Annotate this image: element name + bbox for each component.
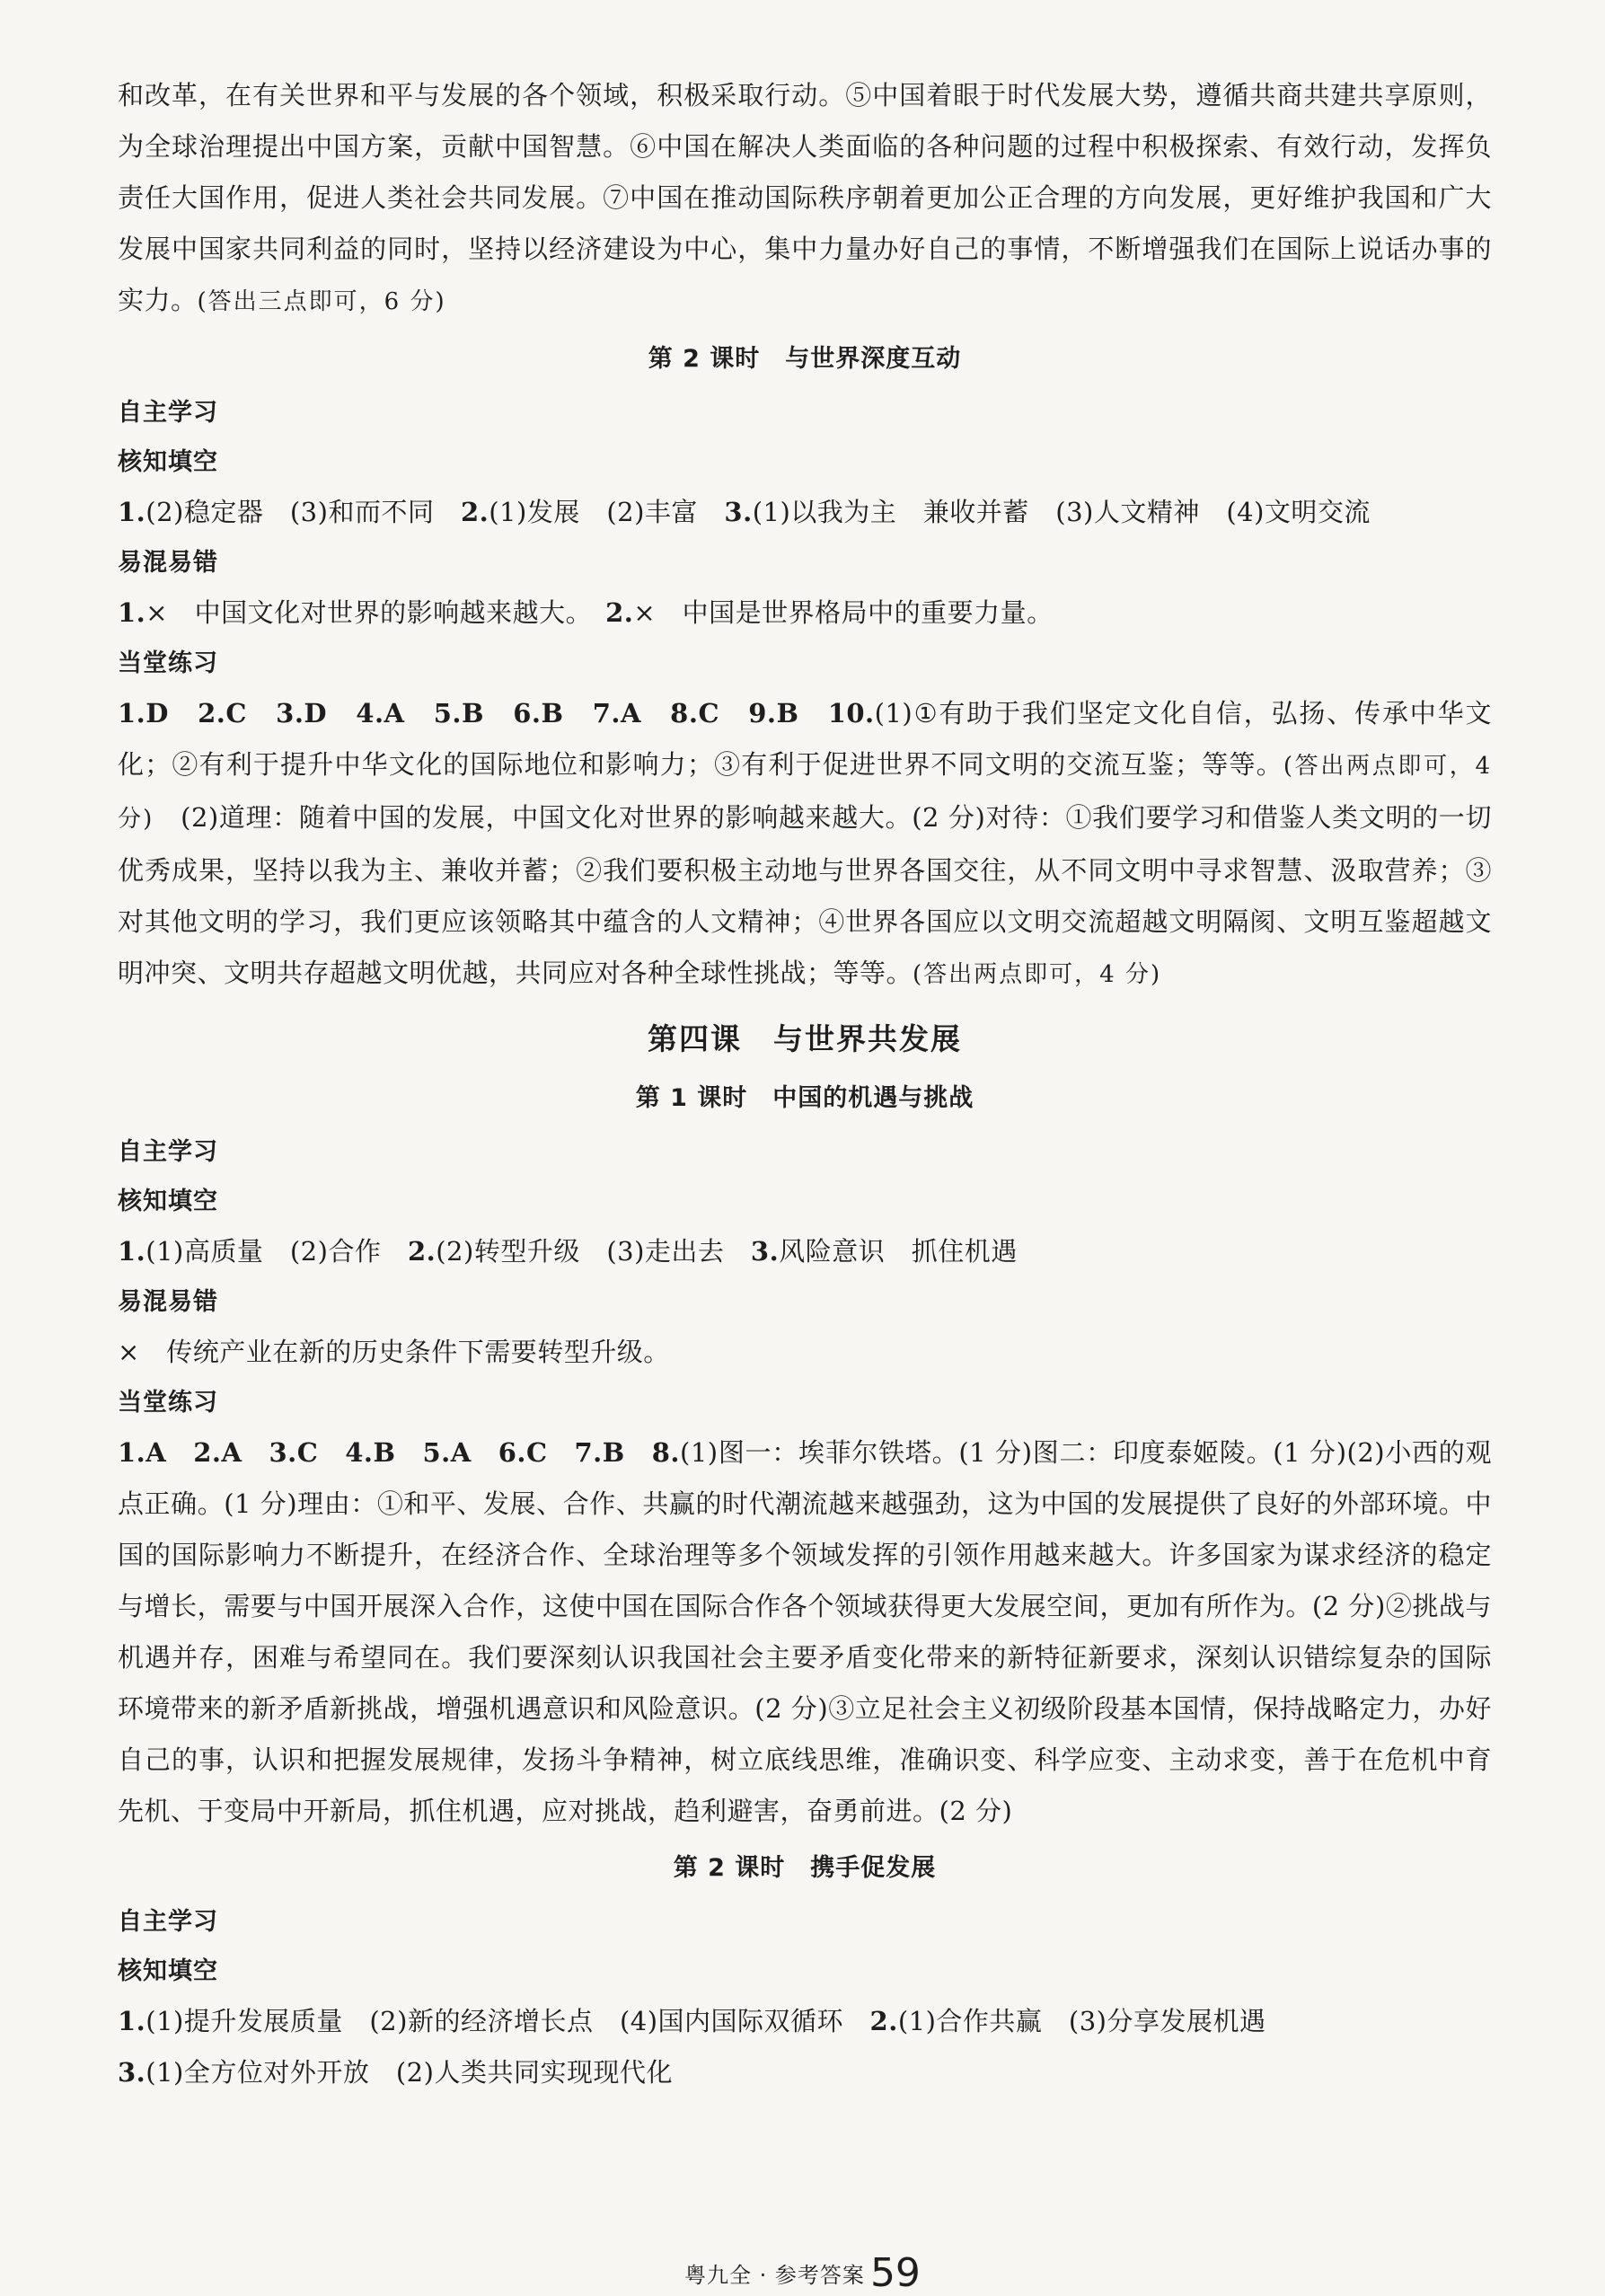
unit-title: 第四课 与世界共发展 [648,1021,962,1056]
section-heading-self-study: 自主学习 [118,1908,218,1936]
section-heading-practice: 当堂练习 [118,1389,218,1417]
footer-label: 粤九全 · 参考答案 [684,2263,865,2288]
continued-answer [118,70,1492,328]
section-heading-self-study: 自主学习 [118,1138,218,1166]
section-heading-self-study: 自主学习 [118,399,218,427]
section-heading-practice: 当堂练习 [118,649,218,677]
score-note: (答出三点即可，6 分) [197,288,446,315]
multiple-choice-answers: 1.D 2.C 3.D 4.A 5.B 6.B 7.A 8.C 9.B [118,698,828,729]
fill-blank-answers: 1.(1)提升发展质量 (2)新的经济增长点 (4)国内国际双循环 2.(1)合作共赢 (3)分享发展机遇 [118,2006,1266,2036]
fill-blank-answers: 1.(1)高质量 (2)合作 2.(2)转型升级 (3)走出去 3.风险意识 抓住机遇 [118,1236,1018,1267]
common-errors-answers: 1.× 中国文化对世界的影响越来越大。 2.× 中国是世界格局中的重要力量。 [118,597,1054,628]
section-heading-common-errors: 易混易错 [118,1288,218,1316]
practice-answers: 1.D 2.C 3.D 4.A 5.B 6.B 7.A 8.C 9.B 10.(1)①有助于我们坚定文化自信，弘扬、传承中华文化；②有利于提升中华文化的国际地位和影响力；③有利于促进世界不同文明的交流互鉴；等等。(答出两点即可，4 分) (2)道理：随着中国的发展，中国文化对世界的影响越来越大。(2 分)对待：①我们要学习和借鉴人类文明的一切优秀成果，坚持以我为主、兼收并蓄；②我们要积极主动地与世界各国交往，从不同文明中寻求智慧、汲取营养；③对其他文明的学习，我们更应该领略其中蕴含的人文精神；④世界各国应以文明交流超越文明隔阂、文明互鉴超越文明冲突、文明共存超越文明优越，共同应对各种全球性挑战；等等。(答出两点即可，4 分) [118,698,1493,988]
multiple-choice-answers: 1.A 2.A 3.C 4.B 5.A 6.C 7.B [118,1437,652,1468]
lesson-title: 第 1 课时 中国的机遇与挑战 [635,1084,974,1112]
section-heading-fill-blank: 核知填空 [118,448,218,476]
common-errors-answers: × 传统产业在新的历史条件下需要转型升级。 [118,1337,670,1367]
section-heading-common-errors: 易混易错 [118,549,218,577]
lesson-title: 第 2 课时 与世界深度互动 [648,345,962,373]
practice-answers: 1.A 2.A 3.C 4.B 5.A 6.C 7.B 8.(1)图一：埃菲尔铁塔。(1 分)图二：印度泰姬陵。(1 分)(2)小西的观点正确。(1 分)理由：①和平、发展、合作、共赢的时代潮流越来越强劲，这为中国的发展提供了良好的外部环境。中国的国际影响力不断提升，在经济合作、全球治理等多个领域发挥的引领作用越来越大。许多国家为谋求经济的稳定与增长，需要与中国开展深入合作，这使中国在国际合作各个领域获得更大发展空间，更加有所作为。(2 分)②挑战与机遇并存，困难与希望同在。我们要深刻认识我国社会主要矛盾变化带来的新特征新要求，深刻认识错综复杂的国际环境带来的新矛盾新挑战，增强机遇意识和风险意识。(2 分)③立足社会主义初级阶段基本国情，保持战略定力，办好自己的事，认识和把握发展规律，发扬斗争精神，树立底线思维，准确识变、科学应变、主动求变，善于在危机中育先机、于变局中开新局，抓住机遇，应对挑战，趋利避害，奋勇前进。(2 分) [118,1437,1492,1826]
answer-text: 和改革，在有关世界和平与发展的各个领域，积极采取行动。⑤中国着眼于时代发展大势，遵循共商共建共享原则，为全球治理提出中国方案，贡献中国智慧。⑥中国在解决人类面临的各种问题的过程中积极探索、有效行动，发挥负责任大国作用，促进人类社会共同发展。⑦中国在推动国际秩序朝着更加公正合理的方向发展，更好维护我国和广大发展中国家共同利益的同时，坚持以经济建设为中心，集中力量办好自己的事情，不断增强我们在国际上说话办事的实力。 [118,80,1492,315]
section-heading-fill-blank: 核知填空 [118,1188,218,1215]
fill-blank-answers: 1.(2)稳定器 (3)和而不同 2.(1)发展 (2)丰富 3.(1)以我为主 兼收并蓄 (3)人文精神 (4)文明交流 [118,497,1371,527]
section-heading-fill-blank: 核知填空 [118,1957,218,1985]
fill-blank-answers-continued: 3.(1)全方位对外开放 (2)人类共同实现现代化 [118,2057,673,2088]
page-number: 59 [869,2250,921,2296]
lesson-title: 第 2 课时 携手促发展 [673,1854,937,1882]
page-footer [0,2250,1605,2296]
page-content [118,70,1492,2098]
